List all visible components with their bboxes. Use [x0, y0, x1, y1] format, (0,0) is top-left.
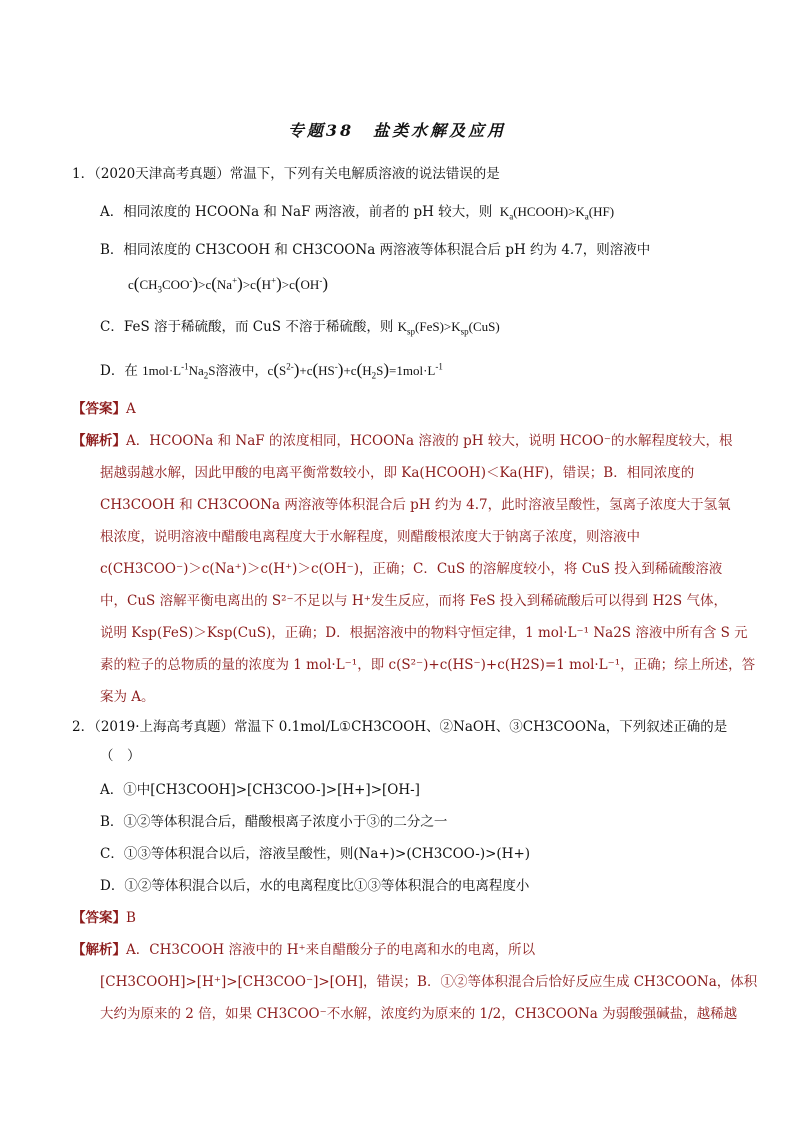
analysis-label: 【解析】 [72, 433, 126, 449]
analysis-2-line-2: [CH3COOH]>[H⁺]>[CH3COO⁻]>[OH]，错误；B．①②等体积混合后恰好反应生成 CH3COONa，体积 [100, 974, 758, 990]
analysis-1-line-8: 素的粒子的总物质的量的浓度为 1 mol·L⁻¹，即 c(S²⁻)+c(HS⁻)+c(H2S)=1 mol·L⁻¹，正确；综上所述，答 [100, 657, 756, 673]
question-2-option-b: B．①②等体积混合后，醋酸根离子浓度小于③的二分之一 [100, 814, 448, 830]
question-1-option-a [100, 203, 614, 221]
analysis-label: 【解析】 [72, 942, 126, 958]
analysis-1-line-9: 案为 A。 [100, 689, 155, 705]
question-2-option-a: A．①中[CH3COOH]>[CH3COO-]>[H+]>[OH-] [100, 782, 420, 798]
analysis-text: A．CH3COOH 溶液中的 H⁺来自醋酸分子的电离和水的电离，所以 [126, 942, 536, 958]
answer-value: B [126, 910, 136, 926]
question-2-option-d: D．①②等体积混合以后，水的电离程度比①③等体积混合的电离程度小 [100, 878, 530, 894]
question-1-stem: 1．（2020天津高考真题）常温下，下列有关电解质溶液的说法错误的是 [72, 166, 500, 182]
page-title: 专题38 盐类水解及应用 [287, 121, 507, 140]
option-a-text: A．相同浓度的 HCOONa 和 NaF 两溶液，前者的 pH 较大，则 [100, 204, 493, 220]
option-d-text: D．在 [100, 363, 138, 379]
analysis-1-line-7: 说明 Ksp(FeS)＞Ksp(CuS)，正确；D．根据溶液中的物料守恒定律，1 mol·L⁻¹ Na2S 溶液中所有含 S 元 [100, 625, 748, 641]
option-d-formula: $1mol\cdot L^{-1}Na_2S$溶液中，$c(S^{2-})+c(HS^-)+c(H_2S)=1mol\cdot L^{-1}$ [142, 360, 443, 381]
analysis-1-line-1 [72, 432, 733, 450]
answer-1 [72, 400, 136, 418]
analysis-2-line-1 [72, 941, 535, 959]
question-1-option-c [100, 318, 500, 336]
answer-label: 【答案】 [72, 910, 126, 926]
option-c-formula: $K_{sp}(FeS)>K_{sp}(CuS)$ [397, 319, 500, 337]
question-2-answer-paren: （ ） [100, 748, 141, 764]
analysis-text: A．HCOONa 和 NaF 的浓度相同，HCOONa 溶液的 pH 较大，说明 HCOO⁻的水解程度较大，根 [126, 433, 733, 449]
analysis-2-line-3: 大约为原来的 2 倍，如果 CH3COO⁻不水解，浓度约为原来的 1/2，CH3COONa 为弱酸强碱盐，越稀越 [100, 1006, 738, 1022]
option-c-text: C．FeS 溶于稀硫酸，而 CuS 不溶于稀硫酸，则 [100, 319, 394, 335]
answer-2 [72, 909, 136, 927]
analysis-1-line-6: 中，CuS 溶解平衡电离出的 S²⁻不足以与 H⁺发生反应，而将 FeS 投入到稀硫酸后可以得到 H2S 气体， [100, 593, 727, 609]
option-a-formula: $K_a(HCOOH)>K_a(HF)$ [496, 204, 615, 222]
question-1-option-b: B．相同浓度的 CH3COOH 和 CH3COONa 两溶液等体积混合后 pH 约为 4.7，则溶液中 [100, 242, 651, 258]
option-b-formula: $c(CH_3COO^-)>c(Na^+)>c(H^+)>c(OH^-)$ [128, 274, 328, 295]
analysis-1-line-2: 据越弱越水解，因此甲酸的电离平衡常数较小，即 Ka(HCOOH)＜Ka(HF)，错误；B．相同浓度的 [100, 465, 695, 481]
answer-label: 【答案】 [72, 401, 126, 417]
analysis-1-line-5: c(CH3COO⁻)＞c(Na⁺)＞c(H⁺)＞c(OH⁻)，正确；C．CuS 的溶解度较小，将 CuS 投入到稀硫酸溶液 [100, 561, 723, 577]
question-2-option-c: C．①③等体积混合以后，溶液呈酸性，则(Na+)>(CH3COO-)>(H+) [100, 846, 531, 862]
question-1-option-d [100, 361, 443, 380]
question-2-stem: 2．（2019·上海高考真题）常温下 0.1mol/L①CH3COOH、②NaOH、③CH3COONa，下列叙述正确的是 [72, 719, 728, 735]
answer-value: A [126, 401, 136, 417]
analysis-1-line-3: CH3COOH 和 CH3COONa 两溶液等体积混合后 pH 约为 4.7，此时溶液呈酸性，氢离子浓度大于氢氧 [100, 497, 731, 513]
analysis-1-line-4: 根浓度，说明溶液中醋酸电离程度大于水解程度，则醋酸根浓度大于钠离子浓度，则溶液中 [100, 529, 640, 545]
